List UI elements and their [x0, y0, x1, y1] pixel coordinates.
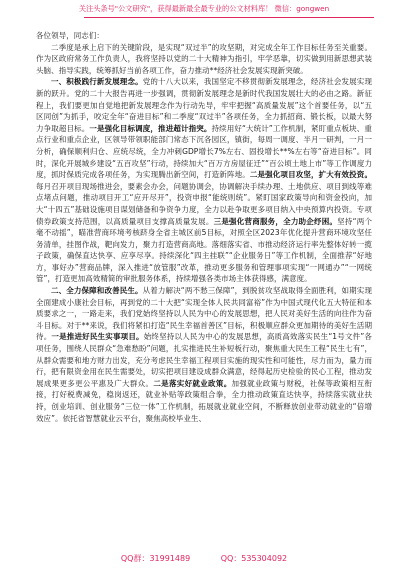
text-run: 持续用好“大统计”工作机制，紧盯重点板块、重点行业和重点企业，区领导带领职能部门常态下沉各园区，镇街，每周一调度、半月一研判，一月一分析，确保顺利归仓、应统尽统，全力冲刺GDP增长7%左右、固投增长**%左右等“奋进目标”。同时，深化开展城乡建设“五百攻坚”行动，持续加大“百万方房屋征迁”“百公顷土地上市”等工作调度力度，抓时保质完成各项任务，为实现腾出新空间，打造新阵地。 — [36, 123, 372, 180]
footer-qq: QQ：535304092 — [220, 554, 288, 563]
body-paragraph — [36, 76, 372, 285]
bold-heading-run: 二是强化项目攻坚，扩大有效投资。 — [249, 170, 372, 180]
footer-contact — [0, 553, 408, 569]
text-run: 加强就业政策与财税，社保等政策相互衔接，打好税费减免，稳岗返还，就业补贴等政策组合拳，全力推动政策直达快享，持续落实就业扶持，创业培训、创业服务“三位一体”工作机制，拓展就业就业空间，不断释放创业带动就业的“倍增效应”。依托省智慧就业云平台，聚焦高校毕业生、 — [36, 378, 372, 423]
paragraph-list — [36, 42, 372, 425]
text-run: 坚持“两个毫不动摇”，瞄准营商环境考核跻身全省主城区前5目标，对照全区2023年优化提升营商环境攻坚任务清单，挂图作战，靶向发力，聚力打造营商高地。落细落实省、市推动经济运行率先整体好转一揽子政策，确保直达快享、应享尽享。持续深化“四主挂联”“企业服务日”等工作机制，全面推荐“好地方，事好办”营商品牌，深入推进“放管服”改革，推动更多服务和管理事项实现“一网通办”“一网统管”，打造更加高效精简的审批服务体系，持续增强各类市场主体获得感，满意度。 — [36, 216, 372, 284]
bold-heading-run: 三是强化营商服务，全力助企纾困。 — [213, 216, 338, 226]
footer-qq-group: QQ群：31991489 — [120, 554, 191, 563]
text-run: 从着力解决“两不愁三保障”，到脱贫攻坚战取得全面胜利，如期实现全面建成小康社会目标，再到党的二十大把“实现全体人民共同富裕”作为中国式现代化五大特征和本质要求之一，一路走来，我们党始终坚持以人民为中心的发展思想，把人民对美好生活的向往作为奋斗目标。对于**来说，我们将紧扣打造“民生幸福首善区”目标，积极顺应群众更加期待的美好生活期待。 — [36, 286, 372, 342]
bold-heading-run: 二是落实好就业政策。 — [153, 378, 232, 388]
bold-heading-run: 二、全力保障和改善民生。 — [51, 286, 143, 296]
bold-heading-run: 一、积极践行新发展理念。 — [51, 77, 143, 87]
text-run: 每月召开项目现场推进会，要素会办会，问题协调会，协调解决手续办理、土地供应、项目到线等难点堵点问题，推动项目开工“应开尽开”，投资申报“能统则统”。紧盯国家政策导向和资金投向，加大“十四五”基础设施项目谋划储备和争资争力度，全力以赴争取更多项目纳入中央预算内投资。专项债券政策支持范围，以高质量项目支撑高质量发展。 — [36, 181, 372, 226]
body-paragraph — [36, 42, 372, 77]
text-run: 二季度是承上启下的关键阶段，是实现“双过半”的攻坚期，对完成全年工作目标任务至关重要。作为区政府常务工作负责人，我将坚持以党的二十大精神为指引，牢学恶靠，切实做到用新思想武装头脑、指导实践，统筹抓好当前各项工作，奋力推动**经济社会发展实现新突破。 — [36, 42, 372, 75]
salutation: 各位领导，同志们： — [36, 31, 104, 40]
bold-heading-run: 一是推进好民生实事项目。 — [51, 332, 144, 342]
text-run: 党的十八大以来，我国坚定不移贯彻新发展理念，经济社会发展实现新的跃升。党的二十大报告再进一步强调，贯彻新发展理念是新时代我国发展壮大的必由之路。新征程上，我们要更加自觉地把新发展理念作为行动先导，牢牢把握“高质量发展”这个首要任务，以“五区同创”为抓手，咬定全年“奋进目标”和二季度“双过半”各项任务，全力抓招商、锻长板，以最大努力争取超目标。 — [36, 77, 372, 133]
header-banner — [0, 0, 408, 22]
body-paragraph — [36, 285, 372, 424]
document-body — [36, 30, 372, 548]
banner-text: 关注头条号"公文研究"，获得最新最全最专业的公文材料库！ 微信：gongwen — [78, 4, 330, 13]
header-divider — [84, 17, 374, 18]
bold-heading-run: 一是强化目标调度，推进超计指突。 — [89, 123, 212, 133]
text-run: 始终坚持以人民为中心的发展思想，高质高效落实民生“1号文件”各项任务，围绕人民群众“急难愁盼”问题，扎实推进民生补短板行动，聚焦重大民生工程“民生七有”，从群众需要和地方财力出发，充分考虑民生幸福工程项目实施的现实性和可能性，尽力而为，量力而行，把有限资金用在民生需要处，切实把项目建设成群众满意，经得起历史检验的民心工程，推动发展成果更多更公平惠及广大群众。 — [36, 332, 372, 388]
